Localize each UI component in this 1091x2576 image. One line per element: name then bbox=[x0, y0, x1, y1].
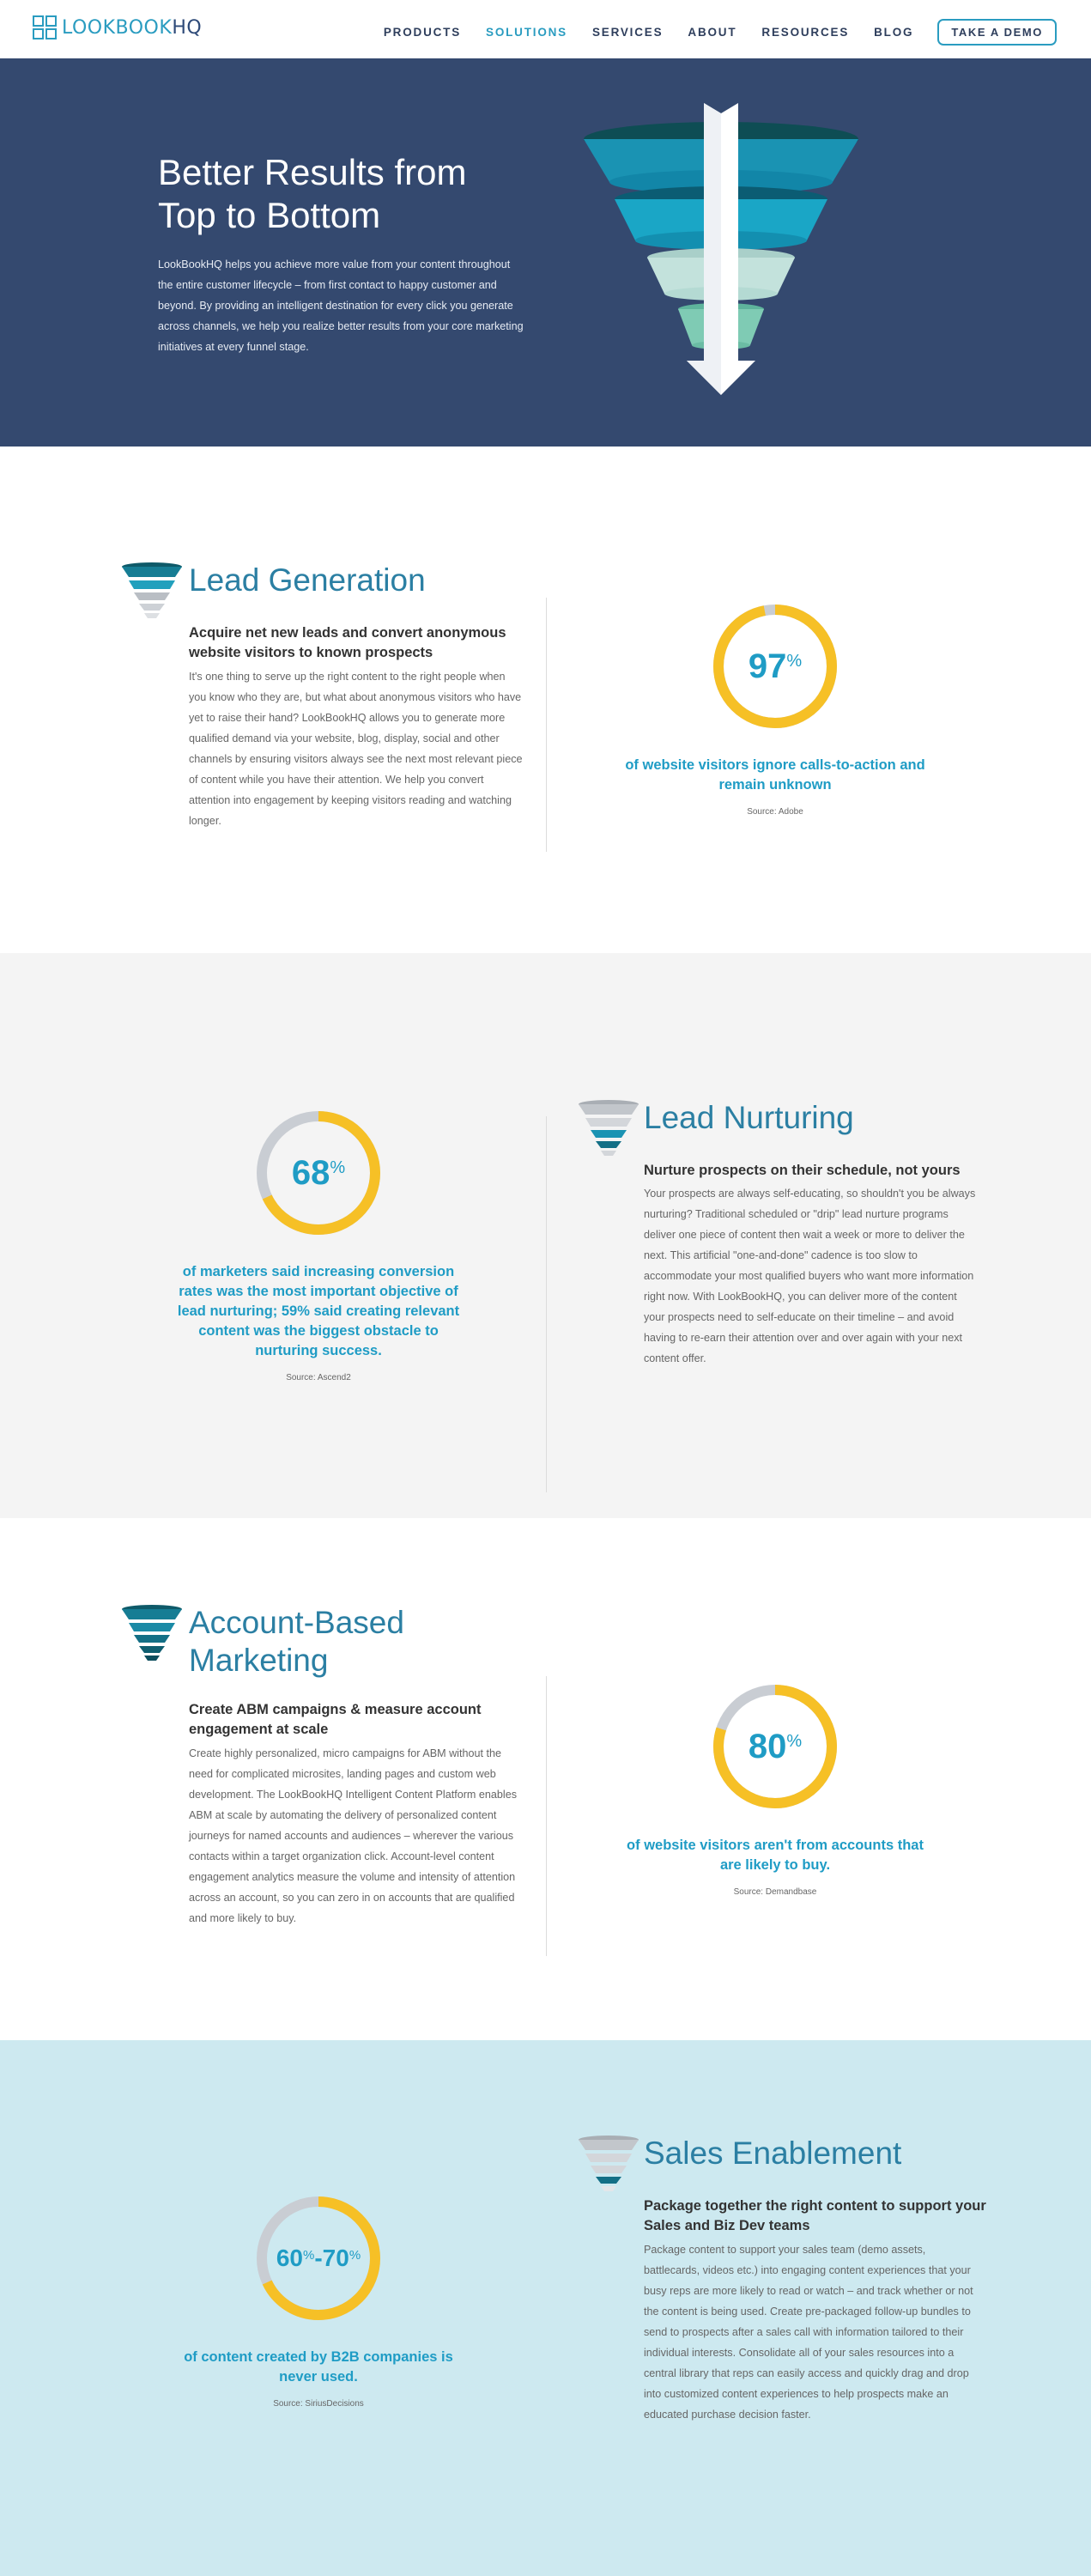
donut-chart bbox=[250, 2190, 387, 2327]
stat-caption: of content created by B2B companies is never used. bbox=[184, 2349, 453, 2385]
section-divider bbox=[546, 598, 547, 852]
donut-chart bbox=[250, 1104, 387, 1242]
nav-products[interactable]: PRODUCTS bbox=[383, 26, 462, 39]
stat-value: 60 % - 70 % bbox=[276, 2245, 361, 2271]
main-nav bbox=[359, 19, 1057, 46]
section-title: Lead Nurturing bbox=[644, 1100, 854, 1135]
stat-caption: of website visitors ignore calls-to-action and remain unknown bbox=[625, 757, 925, 793]
nav-resources[interactable]: RESOURCES bbox=[761, 26, 850, 39]
section-subtitle: Package together the right content to support your Sales and Biz Dev teams bbox=[644, 2198, 986, 2233]
section-subtitle: Acquire net new leads and convert anonymous website visitors to known prospects bbox=[189, 625, 506, 660]
section-subtitle: Nurture prospects on their schedule, not yours bbox=[644, 1163, 961, 1178]
section-subtitle: Create ABM campaigns & measure account engagement at scale bbox=[189, 1702, 482, 1737]
stat-source: Source: Demandbase bbox=[733, 1887, 817, 1897]
hero-text: LookBookHQ helps you achieve more value from your content throughout the entire customer lifecycle – from first contact to happy customer and beyond. By providing an intelligent destination for every click you generate across channels, we help you realize better results from your core marketing initiatives at every funnel stage. bbox=[158, 258, 524, 353]
logo[interactable] bbox=[33, 15, 202, 39]
stat-block bbox=[160, 2190, 477, 2409]
nav-blog[interactable]: BLOG bbox=[874, 26, 914, 39]
nav-solutions[interactable]: SOLUTIONS bbox=[486, 26, 567, 39]
funnel-icon bbox=[120, 562, 184, 618]
lead-nurturing-section bbox=[0, 953, 1091, 1518]
section-divider bbox=[546, 1676, 547, 1956]
section-title: Lead Generation bbox=[189, 562, 426, 598]
take-demo-button[interactable]: TAKE A DEMO bbox=[937, 19, 1057, 46]
section-divider bbox=[546, 1116, 547, 1492]
stat-source: Source: SiriusDecisions bbox=[273, 2399, 364, 2409]
funnel-icon bbox=[120, 1604, 184, 1661]
section-body: Package content to support your sales team (demo assets, battlecards, videos etc.) into engaging content experiences that your busy reps are more likely to read or watch – and track whether or not the content is being used. Create pre-packaged follow-up bundles to send to prospects after a sales call with information tailored to their individual interests. Consolidate all of your sales resources into a central library that reps can easily access and quickly drag and drop into customized content experiences to help prospects make an educated purchase decision faster. bbox=[644, 2244, 973, 2421]
stat-caption: of website visitors aren't from accounts that are likely to buy. bbox=[627, 1838, 924, 1873]
funnel-icon bbox=[577, 2135, 640, 2191]
nav-about[interactable]: ABOUT bbox=[688, 26, 737, 39]
lead-generation-section bbox=[0, 447, 1091, 953]
section-title: Sales Enablement bbox=[644, 2136, 902, 2171]
stat-source: Source: Ascend2 bbox=[286, 1373, 351, 1382]
logo-grid-icon bbox=[33, 15, 57, 39]
hero-title: Better Results from Top to Bottom bbox=[158, 152, 467, 235]
stat-block bbox=[616, 598, 934, 817]
account-based-marketing-section bbox=[0, 1518, 1091, 2040]
stat-value: 97 % bbox=[748, 647, 803, 685]
donut-chart bbox=[706, 598, 844, 735]
stat-block bbox=[160, 1104, 477, 1382]
section-body: Create highly personalized, micro campaigns for ABM without the need for complicated microsites, landing pages and custom web development. The LookBookHQ Intelligent Content Platform enables ABM at scale by automating the delivery of personalized content journeys for named accounts and audiences – wherever the various contacts within a target organization click. Account-level content engagement analytics measure the volume and intensity of attention across an account, so you can zero in on accounts that are qualified and more likely to buy. bbox=[189, 1747, 518, 1924]
stat-caption: of marketers said increasing conversion rates was the most important objective of lead nurturing; 59% said creating relevant content was the biggest obstacle to nurturing success. bbox=[177, 1264, 460, 1358]
stat-value: 68 % bbox=[291, 1153, 346, 1192]
sales-enablement-section bbox=[0, 2040, 1091, 2576]
section-body: Your prospects are always self-educating, so shouldn't you be always nurturing? Traditional scheduled or "drip" lead nurture programs deliver one piece of content then wait a week or more to deliver the next. This artificial "one-and-done" cadence is too slow to accommodate your most qualified buyers who want more information right now. With LookBookHQ, you can deliver more of the content your prospects need to self-educate on their timeline – and avoid having to re-earn their attention over and over again with your next content offer. bbox=[644, 1188, 976, 1364]
section-title: Account-Based Marketing bbox=[189, 1605, 404, 1678]
stat-value: 80 % bbox=[748, 1727, 803, 1765]
funnel-arrow-graphic bbox=[575, 103, 867, 412]
nav-services[interactable]: SERVICES bbox=[591, 26, 664, 39]
funnel-icon bbox=[577, 1099, 640, 1156]
stat-source: Source: Adobe bbox=[747, 807, 803, 817]
logo-text: LOOKBOOKHQ bbox=[62, 16, 203, 39]
donut-chart bbox=[706, 1678, 844, 1815]
hero-banner bbox=[0, 58, 1091, 447]
section-body: It's one thing to serve up the right content to the right people when you know who they are, but what about anonymous visitors who have yet to raise their hand? LookBookHQ allows you to generate more qualified demand via your website, blog, display, social and other channels by ensuring visitors always see the next most relevant piece of content while you have their attention. We help you convert attention into engagement by keeping visitors reading and watching longer. bbox=[189, 671, 523, 827]
stat-block bbox=[616, 1678, 934, 1897]
site-header bbox=[0, 0, 1091, 58]
